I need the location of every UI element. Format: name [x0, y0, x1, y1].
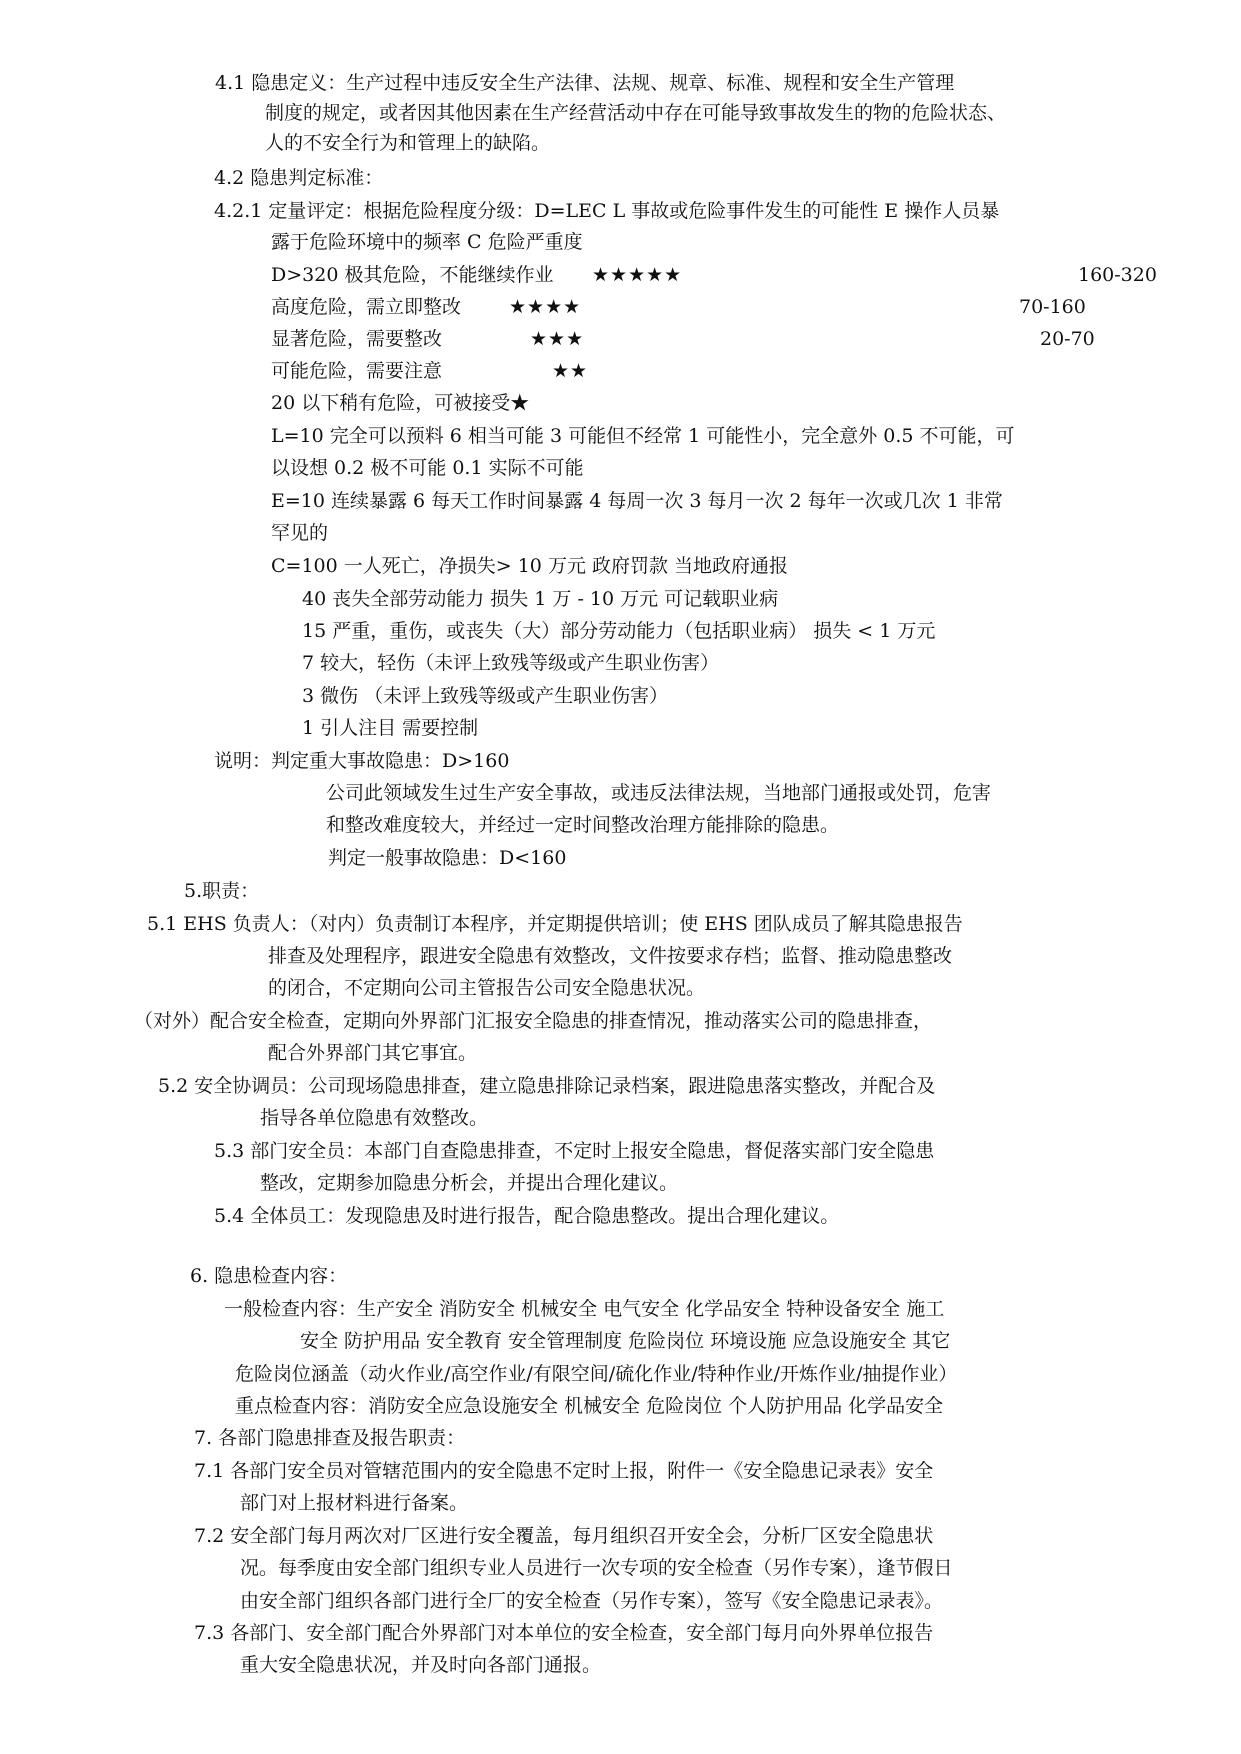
star-rating: ★★: [552, 360, 589, 382]
text-line: 制度的规定，或者因其他因素在生产经营活动中存在可能导致事故发生的物的危险状态、: [265, 102, 1007, 124]
score-range: 70-160: [1019, 296, 1086, 318]
text-line: 3 微伤 （未评上致残等级或产生职业伤害）: [302, 685, 669, 707]
text-line: 高度危险，需立即整改: [271, 296, 462, 318]
text-line: 人的不安全行为和管理上的缺陷。: [265, 132, 551, 154]
text-line: 说明：判定重大事故隐患：D>160: [214, 750, 510, 772]
text-line: 指导各单位隐患有效整改。: [260, 1107, 489, 1129]
text-line: 部门对上报材料进行备案。: [240, 1492, 469, 1514]
text-line: 整改，定期参加隐患分析会，并提出合理化建议。: [260, 1172, 679, 1194]
text-line: 排查及处理程序，跟进安全隐患有效整改，文件按要求存档；监督、推动隐患整改: [268, 945, 953, 967]
section-heading: 6. 隐患检查内容：: [190, 1265, 348, 1287]
text-line: 显著危险，需要整改: [271, 328, 443, 350]
text-line: 7.1 各部门安全员对管辖范围内的安全隐患不定时上报，附件一《安全隐患记录表》安全: [194, 1460, 934, 1482]
text-line: 以设想 0.2 极不可能 0.1 实际不可能: [271, 457, 584, 479]
text-line: E=10 连续暴露 6 每天工作时间暴露 4 每周一次 3 每月一次 2 每年一次或几次 1 非常: [271, 490, 1003, 512]
text-line: 由安全部门组织各部门进行全厂的安全检查（另作专案），签写《安全隐患记录表》。: [240, 1590, 944, 1612]
text-line: 和整改难度较大，并经过一定时间整改治理方能排除的隐患。: [326, 814, 840, 836]
star-rating: ★★★★★: [592, 264, 683, 286]
text-line: 安全 防护用品 安全教育 安全管理制度 危险岗位 环境设施 应急设施安全 其它: [300, 1330, 951, 1352]
text-line: 5.2 安全协调员：公司现场隐患排查，建立隐患排除记录档案，跟进隐患落实整改，并配合及: [158, 1075, 936, 1097]
text-line: 5.4 全体员工：发现隐患及时进行报告，配合隐患整改。提出合理化建议。: [214, 1205, 840, 1227]
text-line: C=100 一人死亡，净损失> 10 万元 政府罚款 当地政府通报: [271, 555, 789, 577]
section-heading: 5.职责：: [184, 880, 260, 902]
text-line: 况。每季度由安全部门组织专业人员进行一次专项的安全检查（另作专案），逢节假日: [240, 1557, 953, 1579]
text-line: L=10 完全可以预料 6 相当可能 3 可能但不经常 1 可能性小，完全意外 0.5 不可能，可: [271, 425, 1015, 447]
text-line: 4.2.1 定量评定：根据危险程度分级：D=LEC L 事故或危险事件发生的可能性 E 操作人员暴: [214, 200, 1000, 222]
score-range: 160-320: [1078, 264, 1157, 286]
star-rating: ★★★: [530, 328, 585, 350]
text-line: （对外）配合安全检查，定期向外界部门汇报安全隐患的排查情况，推动落实公司的隐患排查，: [134, 1010, 933, 1032]
text-line: 重大安全隐患状况，并及时向各部门通报。: [240, 1654, 602, 1676]
text-line: 20 以下稍有危险，可被接受★: [271, 392, 530, 414]
text-line: 判定一般事故隐患：D<160: [328, 847, 567, 869]
text-line: 7 较大，轻伤（未评上致残等级或产生职业伤害）: [302, 652, 720, 674]
text-line: D>320 极其危险，不能继续作业: [271, 264, 554, 286]
score-range: 20-70: [1040, 328, 1095, 350]
text-line: 4.2 隐患判定标准：: [214, 167, 384, 189]
text-line: 的闭合，不定期向公司主管报告公司安全隐患状况。: [268, 977, 706, 999]
text-line: 40 丧失全部劳动能力 损失 1 万 - 10 万元 可记载职业病: [302, 588, 779, 610]
text-line: 4.1 隐患定义：生产过程中违反安全生产法律、法规、规章、标准、规程和安全生产管理: [215, 72, 955, 94]
text-line: 配合外界部门其它事宜。: [268, 1042, 478, 1064]
text-line: 5.1 EHS 负责人：（对内）负责制订本程序，并定期提供培训；使 EHS 团队成员了解其隐患报告: [147, 913, 963, 935]
section-heading: 7. 各部门隐患排查及报告职责：: [194, 1427, 466, 1449]
text-line: 7.2 安全部门每月两次对厂区进行安全覆盖，每月组织召开安全会，分析厂区安全隐患状: [194, 1525, 934, 1547]
star-rating: ★★★★: [509, 296, 582, 318]
text-line: 公司此领域发生过生产安全事故，或违反法律法规，当地部门通报或处罚，危害: [326, 782, 992, 804]
text-line: 重点检查内容：消防安全应急设施安全 机械安全 危险岗位 个人防护用品 化学品安全: [235, 1395, 944, 1417]
text-line: 7.3 各部门、安全部门配合外界部门对本单位的安全检查，安全部门每月向外界单位报告: [194, 1622, 934, 1644]
text-line: 露于危险环境中的频率 C 危险严重度: [271, 231, 583, 253]
text-line: 危险岗位涵盖（动火作业/高空作业/有限空间/硫化作业/特种作业/开炼作业/抽提作业）: [235, 1363, 958, 1385]
text-line: 5.3 部门安全员：本部门自查隐患排查，不定时上报安全隐患，督促落实部门安全隐患: [214, 1140, 935, 1162]
text-line: 罕见的: [271, 522, 329, 544]
text-line: 可能危险，需要注意: [271, 360, 443, 382]
text-line: 一般检查内容：生产安全 消防安全 机械安全 电气安全 化学品安全 特种设备安全 施工: [224, 1298, 945, 1320]
text-line: 1 引人注目 需要控制: [302, 717, 479, 739]
text-line: 15 严重，重伤，或丧失（大）部分劳动能力（包括职业病） 损失 < 1 万元: [302, 620, 936, 642]
